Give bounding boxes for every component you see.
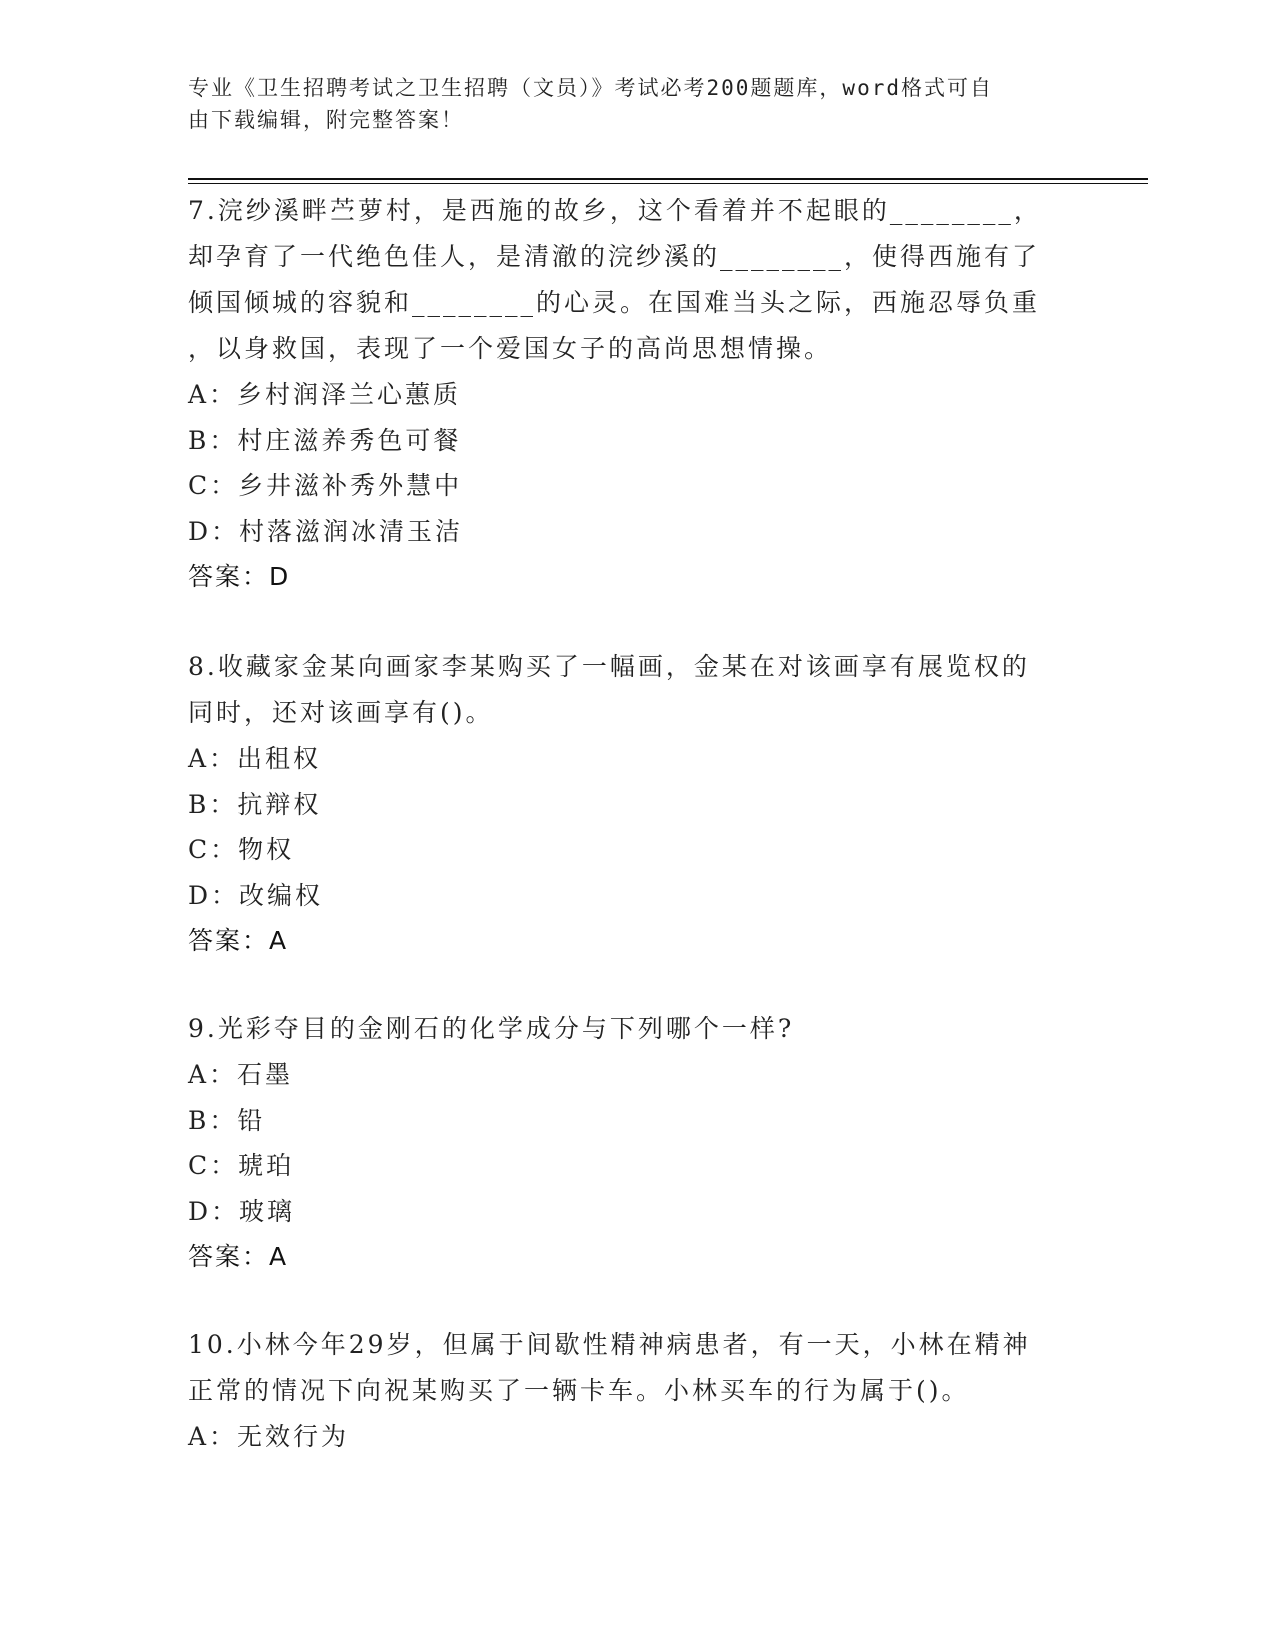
- option-d: D：村落滋润冰清玉洁: [188, 516, 464, 546]
- question-stem-line: 正常的情况下向祝某购买了一辆卡车。小林买车的行为属于()。: [188, 1376, 970, 1405]
- question-stem-line: 却孕育了一代绝色佳人，是清澈的浣纱溪的________，使得西施有了: [188, 242, 1041, 271]
- answer-line: 答案：A: [188, 1242, 289, 1271]
- header-line-1: 专业《卫生招聘考试之卫生招聘（文员）》考试必考200题题库，word格式可自: [188, 76, 993, 100]
- question-7: [188, 188, 1088, 600]
- option-a: A：乡村润泽兰心蕙质: [188, 380, 462, 409]
- option-a: A：出租权: [188, 744, 322, 773]
- question-stem-line: 9.光彩夺目的金刚石的化学成分与下列哪个一样?: [188, 1014, 795, 1043]
- option-c: C：物权: [188, 835, 295, 864]
- question-10: [188, 1322, 1088, 1460]
- option-c: C：琥珀: [188, 1151, 295, 1180]
- option-c: C：乡井滋补秀外慧中: [188, 471, 463, 500]
- option-b: B：铅: [188, 1105, 266, 1135]
- question-stem-line: 10.小林今年29岁，但属于间歇性精神病患者，有一天，小林在精神: [188, 1330, 1031, 1359]
- option-b: B：村庄滋养秀色可餐: [188, 425, 462, 455]
- option-d: D：改编权: [188, 880, 324, 910]
- document-header: [188, 72, 1068, 136]
- question-stem-line: 倾国倾城的容貌和________的心灵。在国难当头之际，西施忍辱负重: [188, 288, 1041, 317]
- header-divider-thick: [188, 178, 1148, 180]
- question-stem-line: 8.收藏家金某向画家李某购买了一幅画，金某在对该画享有展览权的: [188, 652, 1030, 681]
- answer-line: 答案：A: [188, 926, 289, 955]
- header-divider-thin: [188, 183, 1148, 184]
- option-a: A：无效行为: [188, 1422, 350, 1451]
- question-stem-line: 7.浣纱溪畔苎萝村，是西施的故乡，这个看着并不起眼的________，: [188, 196, 1042, 225]
- header-line-2: 由下载编辑，附完整答案！: [188, 108, 464, 132]
- question-stem-line: ，以身救国，表现了一个爱国女子的高尚思想情操。: [188, 334, 833, 363]
- question-stem-line: 同时，还对该画享有()。: [188, 698, 494, 727]
- option-d: D：玻璃: [188, 1196, 296, 1226]
- question-9: [188, 1006, 1088, 1280]
- option-b: B：抗辩权: [188, 789, 322, 819]
- option-a: A：石墨: [188, 1060, 294, 1089]
- answer-line: 答案：D: [188, 562, 291, 591]
- question-8: [188, 644, 1088, 964]
